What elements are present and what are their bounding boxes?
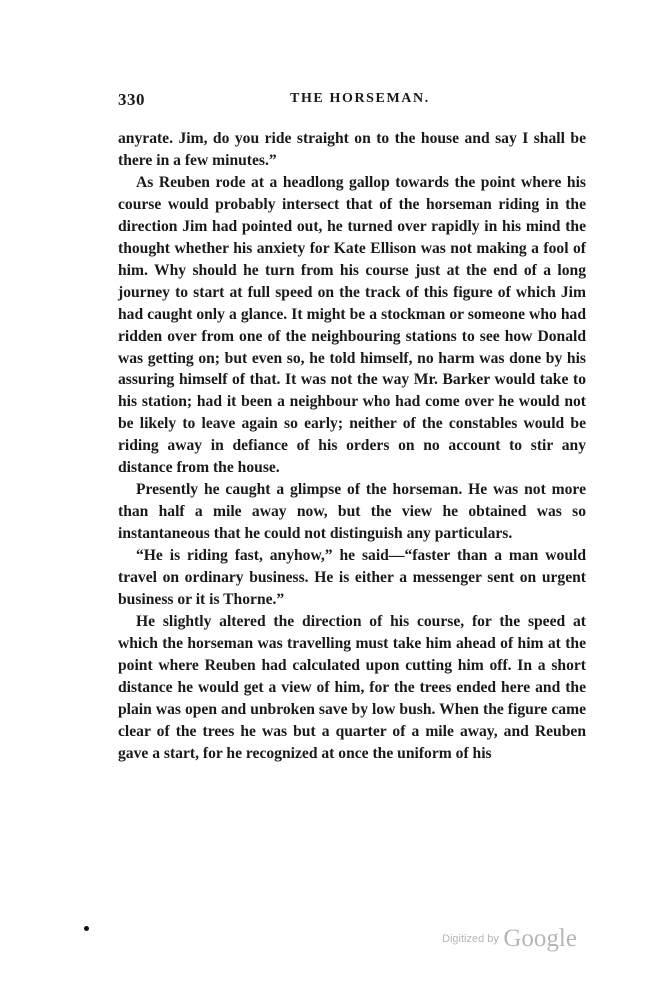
paragraph: “He is riding fast, anyhow,” he said—“faster than a man would travel on ordinary business. He is either a messenger sent on urgent business or it is Thorne.” [118, 547, 586, 609]
page-header [118, 90, 586, 112]
paragraph: anyrate. Jim, do you ride straight on to the house and say I shall be there in a few minutes.” [118, 130, 586, 169]
digitized-watermark [442, 925, 577, 953]
paragraph: Presently he caught a glimpse of the horseman. He was not more than half a mile away now, but the view he obtained was so instantaneous that he could not distinguish any particulars. [118, 481, 586, 543]
body-text [118, 128, 586, 765]
watermark-prefix: Digitized by [442, 933, 499, 945]
ink-dot [84, 926, 89, 931]
page-number: 330 [118, 90, 145, 109]
running-head: THE HORSEMAN. [290, 91, 430, 106]
paragraph: He slightly altered the direction of his course, for the speed at which the horseman was travelling must take him ahead of him at the point where Reuben had calculated upon cutting him off. In a short distance he would get a view of him, for the trees ended here and the plain was open and unbroken save by low bush. When the figure came clear of the trees he was but a quarter of a mile away, and Reuben gave a start, for he recognized at once the uniform of his [118, 612, 586, 762]
paragraph: As Reuben rode at a headlong gallop towards the point where his course would probably intersect that of the horseman riding in the direction Jim had pointed out, he turned over rapidly in his mind the thought whether his anxiety for Kate Ellison was not making a fool of him. Why should he turn from his course just at the end of a long journey to start at full speed on the track of this figure of which Jim had caught only a glance. It might be a stockman or someone who had ridden over from one of the neighbouring stations to see how Donald was getting on; but even so, he told himself, no harm was done by his assuring himself of that. It was not the way Mr. Barker would take to his station; had it been a neighbour who had come over he would not be likely to leave again so early; neither of the constables would be riding away in defiance of his orders on no account to stir any distance from the house. [118, 173, 586, 477]
watermark-brand: Google [503, 925, 577, 952]
